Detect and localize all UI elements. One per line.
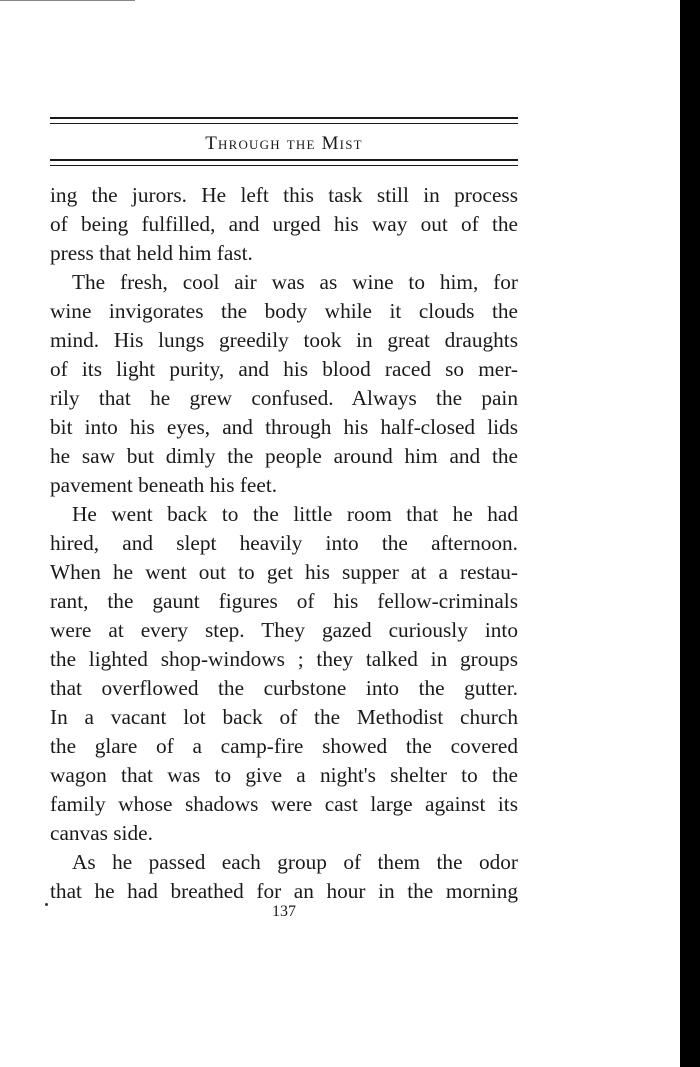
text-line: rily that he grew confused. Always the pain	[50, 386, 518, 410]
text-line: The fresh, cool air was as wine to him, for	[72, 270, 518, 294]
text-line: As he passed each group of them the odor	[72, 850, 518, 874]
text-line: of its light purity, and his blood raced so mer-	[50, 357, 518, 381]
text-line: bit into his eyes, and through his half-closed lids	[50, 415, 518, 439]
ink-speck	[45, 903, 48, 906]
text-line: wagon that was to give a night's shelter to the	[50, 763, 518, 787]
text-line: mind. His lungs greedily took in great draughts	[50, 328, 518, 352]
text-line: family whose shadows were cast large against its	[50, 792, 518, 816]
text-line: canvas side.	[50, 821, 153, 845]
text-line: He went back to the little room that he had	[72, 502, 518, 526]
header-rule-top	[50, 117, 518, 124]
text-line: When he went out to get his supper at a restau-	[50, 560, 518, 584]
scan-edge-bar	[680, 0, 700, 1067]
text-line: that he had breathed for an hour in the morning	[50, 879, 518, 903]
body-text	[50, 181, 518, 906]
running-head: Through the Mist	[205, 133, 363, 154]
page-number: 137	[272, 903, 296, 920]
text-line: rant, the gaunt figures of his fellow-criminals	[50, 589, 518, 613]
text-line: In a vacant lot back of the Methodist church	[50, 705, 518, 729]
top-edge-line	[0, 0, 135, 1]
text-line: that overflowed the curbstone into the gutter.	[50, 676, 518, 700]
text-line: he saw but dimly the people around him and the	[50, 444, 518, 468]
text-line: wine invigorates the body while it clouds the	[50, 299, 518, 323]
text-line: of being fulfilled, and urged his way out of the	[50, 212, 518, 236]
header-rule-bottom	[50, 159, 518, 166]
text-line: hired, and slept heavily into the afternoon.	[50, 531, 518, 555]
text-line: the glare of a camp-fire showed the covered	[50, 734, 518, 758]
text-line: press that held him fast.	[50, 241, 253, 265]
text-line: the lighted shop-windows ; they talked in groups	[50, 647, 518, 671]
text-line: pavement beneath his feet.	[50, 473, 278, 497]
text-line: were at every step. They gazed curiously into	[50, 618, 518, 642]
text-line: ing the jurors. He left this task still in process	[50, 183, 518, 207]
